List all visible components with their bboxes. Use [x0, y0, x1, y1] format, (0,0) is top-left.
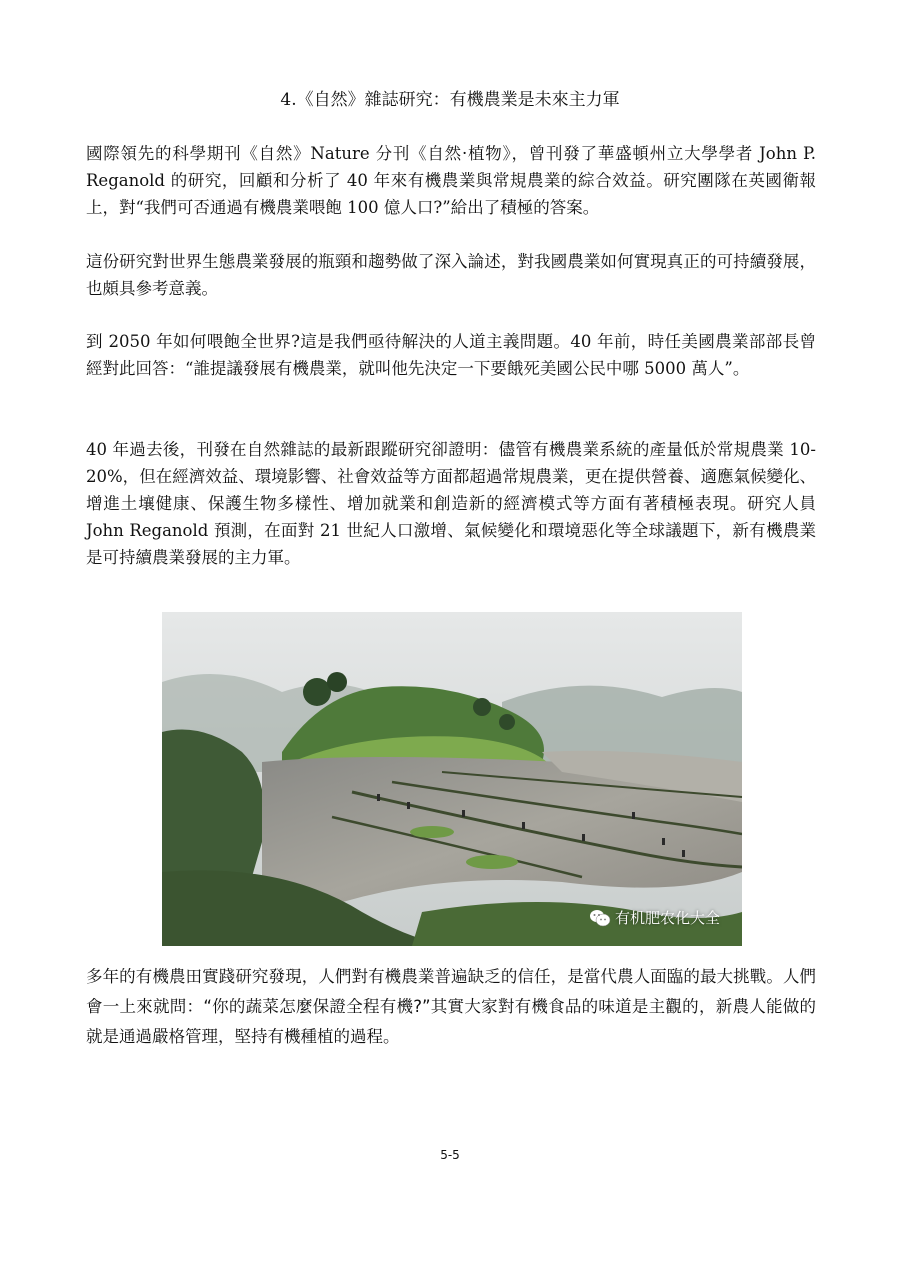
paragraph-4: 40 年過去後，刊發在自然雜誌的最新跟蹤研究卻證明：儘管有機農業系統的產量低於常規農業 10-20%，但在經濟效益、環境影響、社會效益等方面都超過常規農業，更在提供營養、適應氣候變化、增進土壤健康、保護生物多樣性、增加就業和創造新的經濟模式等方面有著積極表現。研究人員 John Reganold 預測，在面對 21 世紀人口激增、氣候變化和環境惡化等全球議題下，新有機農業是可持續農業發展的主力軍。: [86, 440, 816, 567]
watermark-text: 有机肥农化大全: [614, 909, 720, 927]
paragraph-1: 國際領先的科學期刊《自然》Nature 分刊《自然·植物》，曾刊發了華盛頓州立大學學者 John P. Reganold 的研究，回顧和分析了 40 年來有機農業與常規農業的綜合效益。研究團隊在英國衛報上，對“我們可否通過有機農業喂飽 100 億人口?”給出了積極的答案。: [86, 144, 816, 217]
paragraph-5: 多年的有機農田實踐研究發現，人們對有機農業普遍缺乏的信任，是當代農人面臨的最大挑戰。人們會一上來就問：“你的蔬菜怎麼保證全程有機?”其實大家對有機食品的味道是主觀的，新農人能做的就是通過嚴格管理，堅持有機種植的過程。: [86, 967, 816, 1046]
rice-terrace-photo: [162, 612, 742, 946]
wechat-icon: [589, 909, 611, 927]
photo-watermark: [589, 907, 720, 928]
page-number: 5-5: [440, 1148, 460, 1162]
terrace-illustration: [162, 612, 742, 946]
paragraph-2: 這份研究對世界生態農業發展的瓶頸和趨勢做了深入論述，對我國農業如何實現真正的可持續發展，也頗具參考意義。: [86, 252, 816, 298]
section-title: 4.《自然》雜誌研究：有機農業是未來主力軍: [280, 90, 620, 110]
paragraph-3: 到 2050 年如何喂飽全世界?這是我們亟待解決的人道主義問題。40 年前，時任美國農業部部長曾經對此回答：“誰提議發展有機農業，就叫他先決定一下要餓死美國公民中哪 5000 萬人”。: [86, 332, 816, 378]
